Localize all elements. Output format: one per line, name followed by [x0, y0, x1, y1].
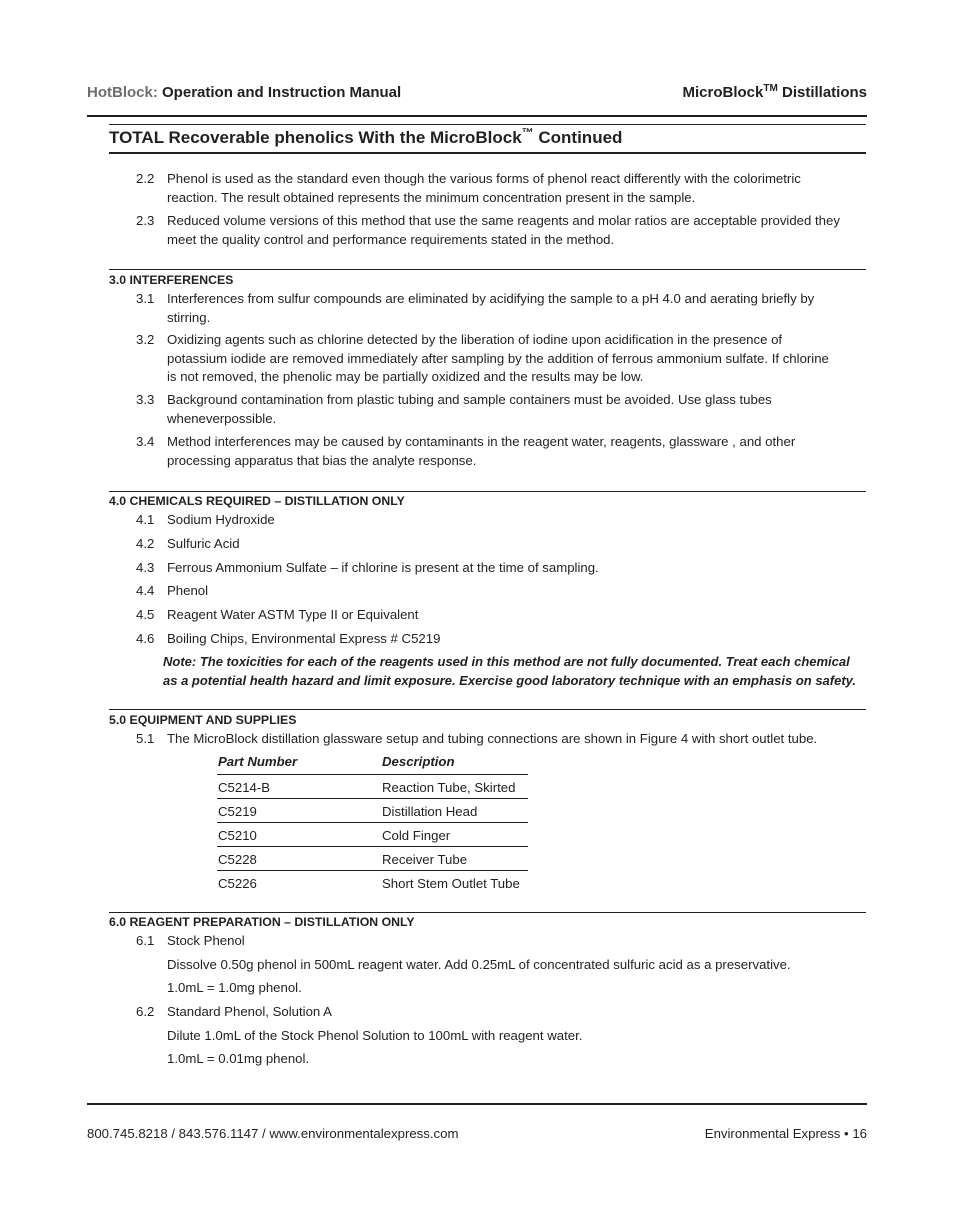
- section-title-text: TOTAL Recoverable phenolics With the MicroBlock: [109, 128, 522, 147]
- column-header-description: Description: [381, 752, 528, 775]
- item-text: Standard Phenol, Solution A: [167, 1004, 332, 1019]
- procedure-paragraph: Dissolve 0.50g phenol in 500mL reagent water. Add 0.25mL of concentrated sulfuric acid as a preservative.: [167, 957, 791, 972]
- item-text-line: Reduced volume versions of this method that use the same reagents and molar ratios are acceptable provided they: [167, 213, 840, 228]
- item-text-line: Background contamination from plastic tubing and sample containers must be avoided. Use glass tubes: [167, 392, 772, 407]
- safety-note: [163, 653, 863, 690]
- column-header-part-number: Part Number: [217, 752, 381, 775]
- item-text: Ferrous Ammonium Sulfate – if chlorine is present at the time of sampling.: [167, 560, 599, 575]
- table-row: [217, 847, 528, 871]
- description-cell: Reaction Tube, Skirted: [381, 775, 528, 799]
- item-number: 2.2: [136, 171, 155, 186]
- note-line: Note: The toxicities for each of the reagents used in this method are not fully documented. Treat each chemical: [163, 654, 850, 669]
- trademark-mark: TM: [763, 83, 778, 94]
- part-number-cell: C5219: [217, 799, 381, 823]
- section-heading-reagent-prep: 6.0 REAGENT PREPARATION – DISTILLATION ONLY: [109, 915, 415, 929]
- header-chapter-title: [683, 84, 868, 101]
- table-row: [217, 871, 528, 895]
- part-number-cell: C5226: [218, 875, 257, 891]
- item-text: Sulfuric Acid: [167, 536, 240, 551]
- item-text-line: stirring.: [167, 309, 211, 325]
- trademark-mark: ™: [521, 125, 534, 140]
- item-number: 3.2: [136, 332, 155, 347]
- item-text-line: wheneverpossible.: [167, 410, 277, 426]
- chapter-title-suffix: Distillations: [777, 84, 867, 101]
- brand-name: HotBlock:: [87, 84, 158, 101]
- note-line: as a potential health hazard and limit exposure. Exercise good laboratory technique with an emphasis on safety.: [163, 672, 857, 688]
- description-cell: Receiver Tube: [381, 847, 528, 871]
- chapter-title-text: MicroBlock: [682, 84, 764, 101]
- section-divider: [109, 912, 866, 913]
- description-cell: Short Stem Outlet Tube: [382, 875, 520, 891]
- footer-divider: [87, 1103, 867, 1105]
- section-heading-interferences: 3.0 INTERFERENCES: [109, 273, 234, 287]
- item-number: 6.2: [136, 1004, 155, 1019]
- concentration-note: 1.0mL = 0.01mg phenol.: [167, 1051, 310, 1066]
- item-text: Phenol: [167, 583, 209, 598]
- footer-page-info: Environmental Express • 16: [704, 1126, 867, 1141]
- item-number: 4.2: [136, 536, 155, 551]
- item-number: 4.1: [136, 512, 155, 527]
- item-text: Reagent Water ASTM Type II or Equivalent: [167, 607, 419, 622]
- item-text-line: reaction. The result obtained represents the minimum concentration present in the sample.: [167, 189, 696, 205]
- item-text: The MicroBlock distillation glassware setup and tubing connections are shown in Figure 4 with short outlet tube.: [167, 731, 818, 746]
- item-number: 4.4: [136, 583, 155, 598]
- manual-title: Operation and Instruction Manual: [162, 84, 402, 101]
- item-number: 3.3: [136, 392, 155, 407]
- title-bottom-rule: [109, 152, 866, 154]
- item-text-line: Phenol is used as the standard even though the various forms of phenol react differently with the colorimetric: [167, 171, 801, 186]
- item-text-line: potassium iodide are removed immediately after sampling by the addition of ferrous ammonium sulfate. If chlorine: [167, 350, 829, 366]
- description-cell: Cold Finger: [381, 823, 528, 847]
- item-text-line: meet the quality control and performance requirements stated in the method.: [167, 231, 615, 247]
- part-number-cell: C5214-B: [217, 775, 381, 799]
- table-row: [217, 799, 528, 823]
- item-text-line: Oxidizing agents such as chlorine detected by the liberation of iodine upon acidification in the presence of: [167, 332, 783, 347]
- table-header-row: [217, 752, 528, 775]
- item-number: 4.3: [136, 560, 155, 575]
- header-manual-title: [87, 84, 401, 101]
- procedure-paragraph: Dilute 1.0mL of the Stock Phenol Solution to 100mL with reagent water.: [167, 1028, 583, 1043]
- item-text-line: Method interferences may be caused by contaminants in the reagent water, reagents, glassware , and other: [167, 434, 796, 449]
- item-text-line: processing apparatus that bias the analyte response.: [167, 452, 477, 468]
- part-number-cell: C5228: [217, 847, 381, 871]
- item-text: Stock Phenol: [167, 933, 245, 948]
- footer-contact: 800.745.8218 / 843.576.1147 / www.environmentalexpress.com: [87, 1126, 459, 1141]
- section-divider: [109, 269, 866, 270]
- header-divider: [87, 115, 867, 117]
- table-row: [217, 823, 528, 847]
- item-number: 3.4: [136, 434, 155, 449]
- section-heading-equipment: 5.0 EQUIPMENT AND SUPPLIES: [109, 713, 297, 727]
- item-number: 6.1: [136, 933, 155, 948]
- section-divider: [109, 709, 866, 710]
- title-top-rule: [109, 124, 866, 125]
- item-number: 5.1: [136, 731, 155, 746]
- part-number-cell: C5210: [217, 823, 381, 847]
- item-text: Boiling Chips, Environmental Express # C5219: [167, 631, 441, 646]
- item-number: 4.5: [136, 607, 155, 622]
- concentration-note: 1.0mL = 1.0mg phenol.: [167, 980, 302, 995]
- item-number: 2.3: [136, 213, 155, 228]
- item-text: Sodium Hydroxide: [167, 512, 275, 527]
- section-title-suffix: Continued: [533, 128, 623, 147]
- section-heading-chemicals: 4.0 CHEMICALS REQUIRED – DISTILLATION ONLY: [109, 494, 405, 508]
- section-title: [109, 125, 623, 148]
- parts-table: [217, 752, 528, 894]
- item-number: 4.6: [136, 631, 155, 646]
- table-row: [217, 775, 528, 799]
- item-text-line: Interferences from sulfur compounds are eliminated by acidifying the sample to a pH 4.0 and aerating briefly by: [167, 291, 815, 306]
- item-text-line: is not removed, the phenolic may be partially oxidized and the results may be low.: [167, 369, 644, 384]
- section-divider: [109, 491, 866, 492]
- item-number: 3.1: [136, 291, 155, 306]
- description-cell: Distillation Head: [381, 799, 528, 823]
